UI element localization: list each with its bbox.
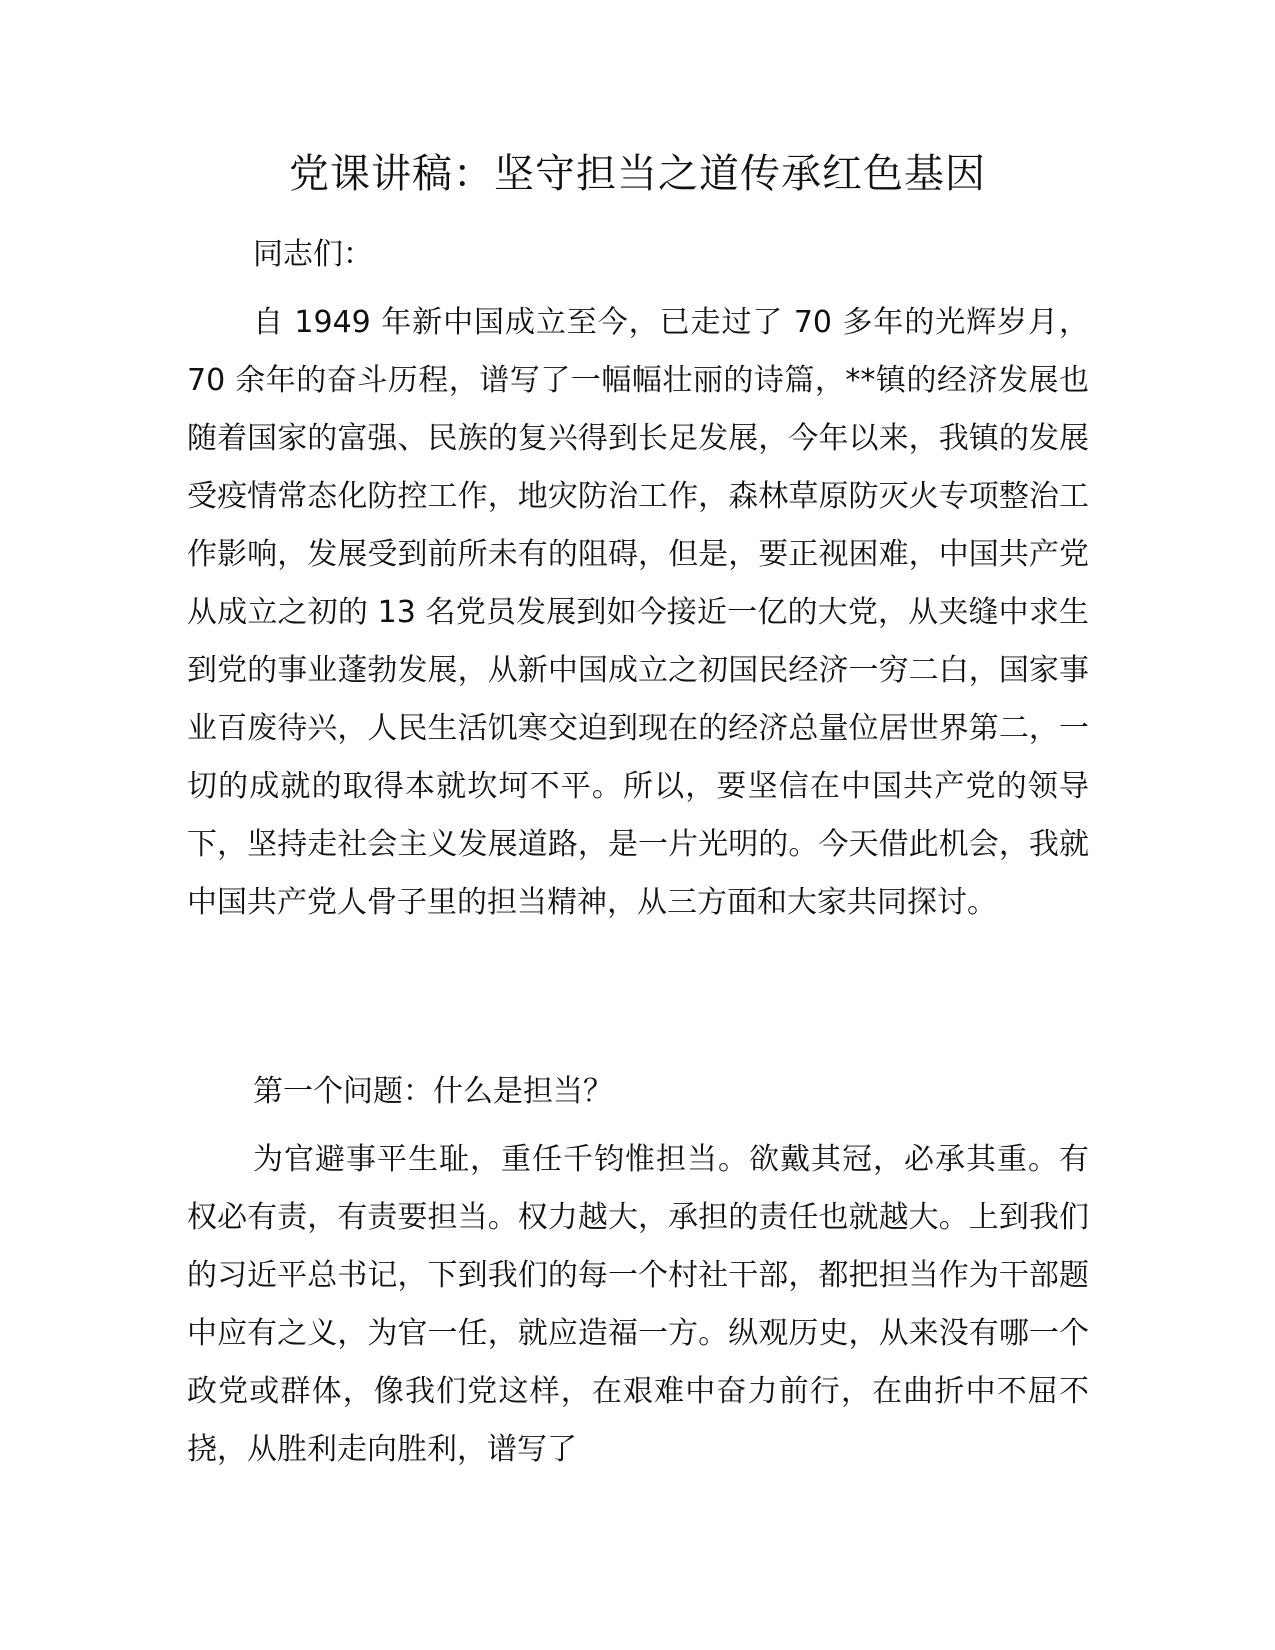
section-heading-1: 第一个问题：什么是担当？: [253, 1074, 613, 1109]
paragraph-intro: 自 1949 年新中国成立至今，已走过了 70 多年的光辉岁月，70 余年的奋斗历程，谱写了一幅幅壮丽的诗篇，**镇的经济发展也随着国家的富强、民族的复兴得到长足发展，今年以来，我镇的发展受疫情常态化防控工作，地灾防治工作，森林草原防灭火专项整治工作影响，发展受到前所未有的阻碍，但是，要正视困难，中国共产党从成立之初的 13 名党员发展到如今接近一亿的大党，从夹缝中求生到党的事业蓬勃发展，从新中国成立之初国民经济一穷二白，国家事业百废待兴，人民生活饥寒交迫到现在的经济总量位居世界第二，一切的成就的取得本就坎坷不平。所以，要坚信在中国共产党的领导下，坚持走社会主义发展道路，是一片光明的。今天借此机会，我就中国共产党人骨子里的担当精神，从三方面和大家共同探讨。: [187, 305, 1089, 920]
document-title: 党课讲稿：坚守担当之道传承红色基因: [289, 151, 986, 197]
paragraph-section-1: 为官避事平生耻，重任千钧惟担当。欲戴其冠，必承其重。有权必有责，有责要担当。权力越大，承担的责任也就越大。上到我们的习近平总书记，下到我们的每一个村社干部，都把担当作为干部题中应有之义，为官一任，就应造福一方。纵观历史，从来没有哪一个政党或群体，像我们党这样，在艰难中奋力前行，在曲折中不屈不挠，从胜利走向胜利，谱写了: [187, 1142, 1089, 1467]
salutation: 同志们：: [253, 237, 373, 272]
